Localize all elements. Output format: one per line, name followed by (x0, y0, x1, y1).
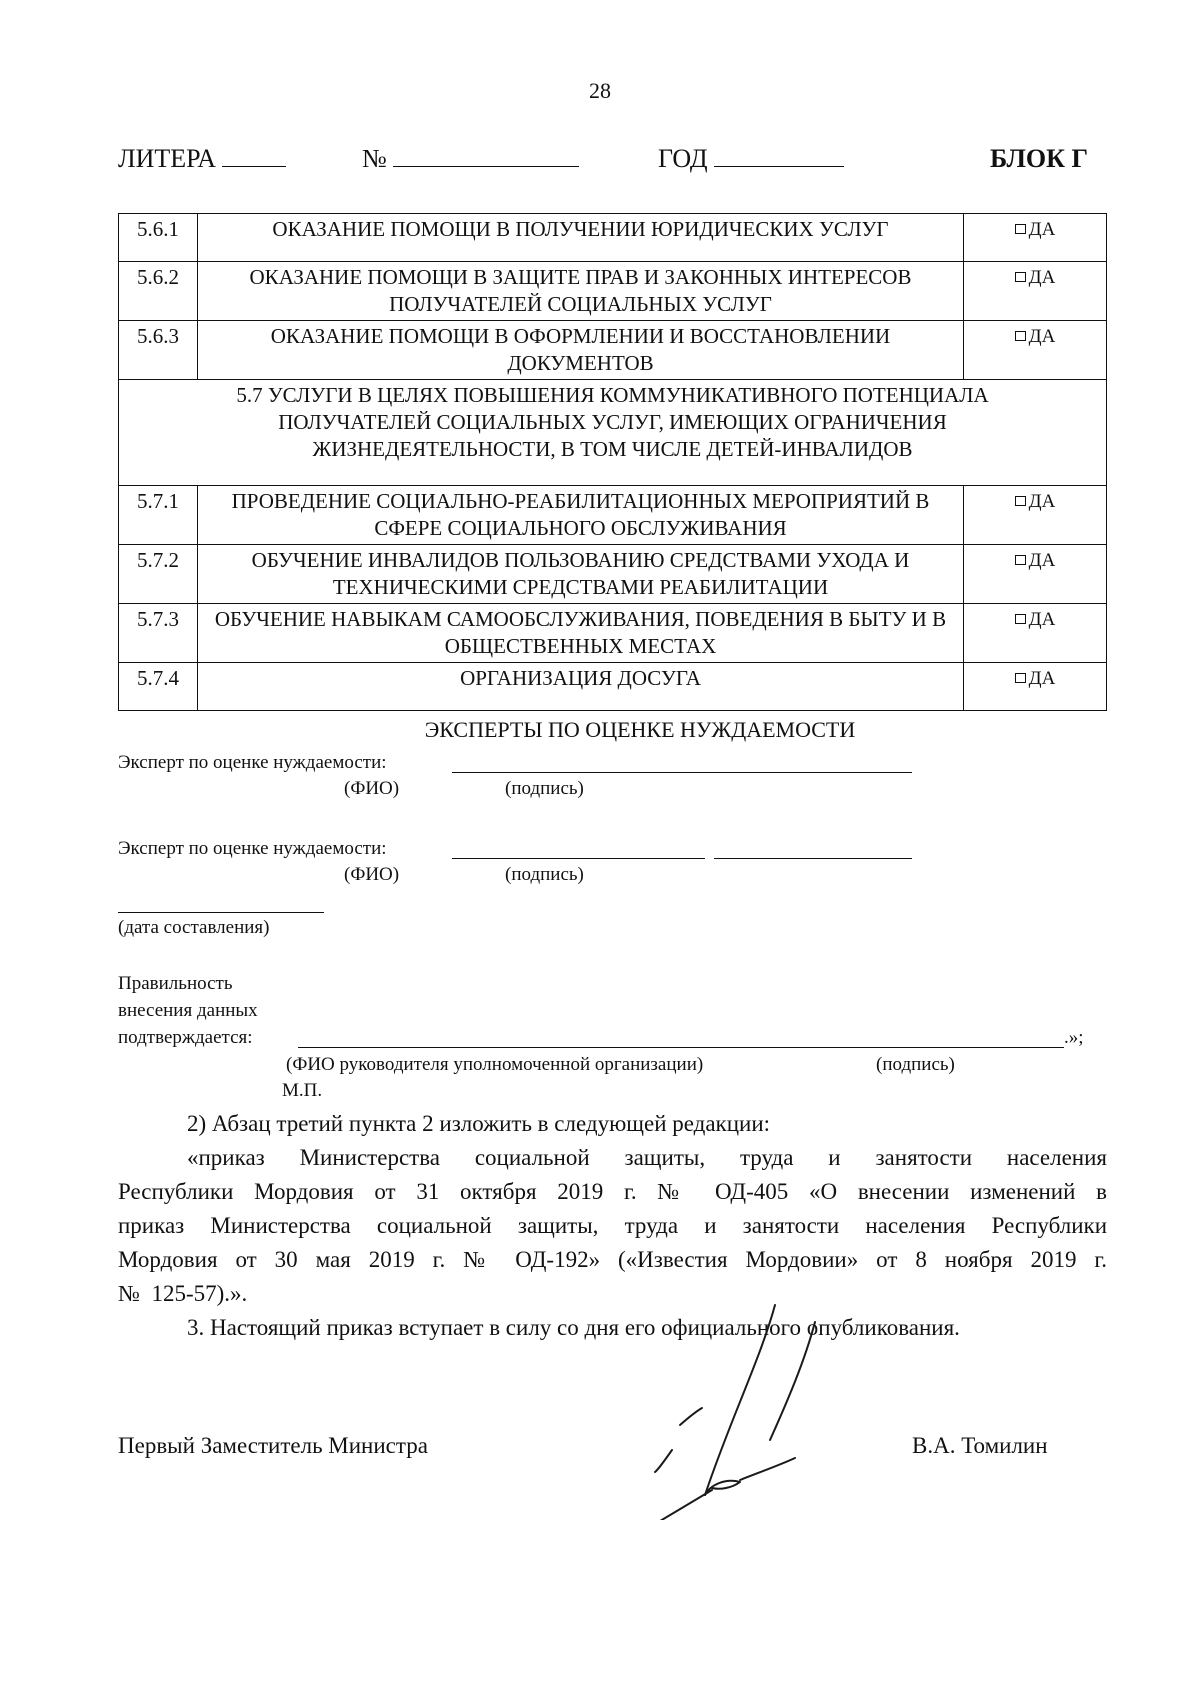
row-code: 5.7.3 (119, 604, 198, 663)
amendment-item-3: 3. Настоящий приказ вступает в силу со дня его официального опубликования. (187, 1315, 960, 1340)
table-row (119, 262, 1107, 321)
checkbox-label: ДА (1028, 668, 1056, 689)
row-code: 5.6.3 (119, 321, 198, 380)
checkbox-label: ДА (1028, 267, 1056, 288)
checkbox-label: ДА (1028, 219, 1056, 240)
confirm-line-3: подтверждается: (118, 1027, 253, 1048)
expert-1-line[interactable] (452, 772, 912, 773)
checkbox-icon (1015, 496, 1026, 506)
row-text: ПРОВЕДЕНИЕ СОЦИАЛЬНО-РЕАБИЛИТАЦИОННЫХ МЕРОПРИЯТИЙ В СФЕРЕ СОЦИАЛЬНОГО ОБСЛУЖИВАНИЯ (198, 486, 964, 545)
table-row (119, 663, 1107, 711)
checkbox-icon (1015, 224, 1026, 234)
expert-1-fio-label: (ФИО) (344, 778, 400, 799)
date-line[interactable] (118, 912, 324, 913)
experts-title: ЭКСПЕРТЫ ПО ОЦЕНКЕ НУЖДАЕМОСТИ (424, 717, 856, 742)
handwritten-signature (610, 1300, 830, 1520)
expert-2-fio-label: (ФИО) (344, 864, 400, 885)
row-code: 5.6.2 (119, 262, 198, 321)
services-table (118, 213, 1107, 711)
row-text: ОКАЗАНИЕ ПОМОЩИ В ПОЛУЧЕНИИ ЮРИДИЧЕСКИХ УСЛУГ (198, 214, 964, 262)
year-blank (714, 144, 844, 167)
row-code: 5.7.2 (119, 545, 198, 604)
quote-line-3: приказ Министерства социальной защиты, труда и занятости населения Республики (118, 1213, 1107, 1238)
section-heading (119, 380, 1107, 486)
expert-1-signature-label: (подпись) (505, 778, 584, 799)
checkbox-icon (1015, 331, 1026, 341)
checkbox-label: ДА (1028, 550, 1056, 571)
yes-checkbox[interactable] (964, 545, 1107, 604)
table-row (119, 486, 1107, 545)
quote-line-4: Мордовия от 30 мая 2019 г. № ОД-192» («Известия Мордовии» от 8 ноября 2019 г. (118, 1247, 1107, 1272)
checkbox-icon (1015, 614, 1026, 624)
row-text: ОБУЧЕНИЕ НАВЫКАМ САМООБСЛУЖИВАНИЯ, ПОВЕДЕНИЯ В БЫТУ И В ОБЩЕСТВЕННЫХ МЕСТАХ (198, 604, 964, 663)
confirm-signature-label: (подпись) (876, 1054, 955, 1075)
expert-2-signature-line[interactable] (714, 858, 912, 859)
litera-field (118, 144, 286, 174)
signatory-name: В.А. Томилин (912, 1433, 1048, 1458)
checkbox-label: ДА (1028, 326, 1056, 347)
checkbox-icon (1015, 555, 1026, 565)
quote-line-2: Республики Мордовия от 31 октября 2019 г. № ОД-405 «О внесении изменений в (118, 1179, 1107, 1204)
section-row (119, 380, 1107, 486)
yes-checkbox[interactable] (964, 486, 1107, 545)
confirm-line-2: внесения данных (118, 1000, 258, 1021)
litera-blank (222, 144, 286, 167)
checkbox-label: ДА (1028, 491, 1056, 512)
confirm-end-mark: .»; (1064, 1027, 1084, 1048)
yes-checkbox[interactable] (964, 262, 1107, 321)
expert-2-label: Эксперт по оценке нуждаемости: (118, 838, 387, 859)
confirm-fio-label: (ФИО руководителя уполномоченной организации) (286, 1054, 704, 1075)
expert-1-label: Эксперт по оценке нуждаемости: (118, 752, 387, 773)
row-text: ОБУЧЕНИЕ ИНВАЛИДОВ ПОЛЬЗОВАНИЮ СРЕДСТВАМИ УХОДА И ТЕХНИЧЕСКИМИ СРЕДСТВАМИ РЕАБИЛИТАЦИИ (198, 545, 964, 604)
table-row (119, 214, 1107, 262)
checkbox-label: ДА (1028, 609, 1056, 630)
confirm-line[interactable] (298, 1047, 1064, 1048)
confirm-line-1: Правильность (118, 973, 233, 994)
signatory-position: Первый Заместитель Министра (118, 1433, 428, 1458)
block-label: БЛОК Г (990, 144, 1089, 173)
row-code: 5.6.1 (119, 214, 198, 262)
quote-line-5: № 125-57).». (118, 1281, 248, 1306)
number-field (362, 144, 579, 174)
row-text: ОРГАНИЗАЦИЯ ДОСУГА (198, 663, 964, 711)
row-code: 5.7.1 (119, 486, 198, 545)
number-blank (393, 144, 579, 167)
table-row (119, 545, 1107, 604)
yes-checkbox[interactable] (964, 663, 1107, 711)
yes-checkbox[interactable] (964, 321, 1107, 380)
checkbox-icon (1015, 673, 1026, 683)
yes-checkbox[interactable] (964, 604, 1107, 663)
stamp-label: М.П. (282, 1080, 323, 1101)
quote-line-1: «приказ Министерства социальной защиты, труда и занятости населения (187, 1145, 1107, 1170)
expert-2-signature-label: (подпись) (505, 864, 584, 885)
date-label: (дата составления) (118, 917, 270, 938)
number-label: № (362, 144, 387, 173)
litera-label: ЛИТЕРА (118, 144, 217, 173)
year-field (658, 144, 844, 174)
amendment-item-2: 2) Абзац третий пункта 2 изложить в следующей редакции: (187, 1111, 771, 1136)
year-label: ГОД (658, 144, 708, 173)
checkbox-icon (1015, 272, 1026, 282)
section-text: 5.7 УСЛУГИ В ЦЕЛЯХ ПОВЫШЕНИЯ КОММУНИКАТИВНОГО ПОТЕНЦИАЛА ПОЛУЧАТЕЛЕЙ СОЦИАЛЬНЫХ УСЛУГ, ИМЕЮЩИХ ОГРАНИЧЕНИЯ ЖИЗНЕДЕЯТЕЛЬНОСТИ, В ТОМ ЧИСЛЕ ДЕТЕЙ-ИНВАЛИДОВ (236, 383, 989, 461)
row-text: ОКАЗАНИЕ ПОМОЩИ В ОФОРМЛЕНИИ И ВОССТАНОВЛЕНИИ ДОКУМЕНТОВ (198, 321, 964, 380)
table-row (119, 604, 1107, 663)
row-code: 5.7.4 (119, 663, 198, 711)
page-number: 28 (589, 78, 611, 103)
table-row (119, 321, 1107, 380)
row-text: ОКАЗАНИЕ ПОМОЩИ В ЗАЩИТЕ ПРАВ И ЗАКОННЫХ ИНТЕРЕСОВ ПОЛУЧАТЕЛЕЙ СОЦИАЛЬНЫХ УСЛУГ (198, 262, 964, 321)
yes-checkbox[interactable] (964, 214, 1107, 262)
expert-2-fio-line[interactable] (452, 858, 705, 859)
